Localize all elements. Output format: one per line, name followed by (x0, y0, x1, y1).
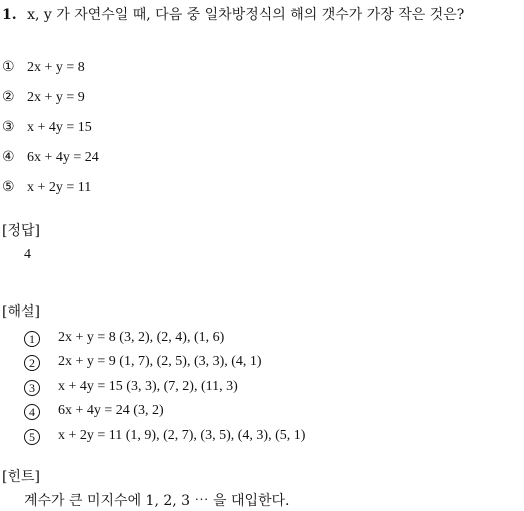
explanation-text: x + 2y = 11 (1, 9), (2, 7), (3, 5), (4, 3), (5, 1) (58, 428, 306, 443)
hint-text: 계수가 큰 미지수에 1, 2, 3 ⋯ 을 대입한다. (24, 493, 290, 509)
choice-equation: 2x + y = 9 (27, 90, 85, 105)
question-number: 1. (2, 7, 17, 23)
circled-number: 3 (24, 380, 40, 396)
explanation-label: [해설] (2, 304, 40, 320)
choice-marker: ③ (2, 119, 15, 135)
choice-marker: ④ (2, 149, 15, 165)
question-text: x, y 가 자연수일 때, 다음 중 일차방정식의 해의 갯수가 가장 작은 것은? (27, 7, 465, 23)
choice-equation: 6x + 4y = 24 (27, 150, 99, 165)
choice-equation: x + 4y = 15 (27, 120, 92, 135)
question (2, 6, 464, 24)
circled-number: 5 (24, 429, 40, 445)
circled-number: 2 (24, 355, 40, 371)
choice-2 (2, 88, 85, 107)
choice-4 (2, 148, 99, 167)
choice-marker: ① (2, 59, 15, 75)
circled-number: 4 (24, 404, 40, 420)
choice-marker: ② (2, 89, 15, 105)
answer-value: 4 (24, 247, 31, 262)
choice-5 (2, 178, 91, 197)
explanation-text: x + 4y = 15 (3, 3), (7, 2), (11, 3) (58, 379, 238, 394)
explanation-text: 6x + 4y = 24 (3, 2) (58, 403, 164, 418)
choice-equation: x + 2y = 11 (27, 180, 92, 195)
hint-label: [힌트] (2, 469, 40, 485)
circled-number: 1 (24, 331, 40, 347)
choice-3 (2, 118, 92, 137)
choice-equation: 2x + y = 8 (27, 60, 85, 75)
explanation-text: 2x + y = 9 (1, 7), (2, 5), (3, 3), (4, 1) (58, 354, 262, 369)
explanation-text: 2x + y = 8 (3, 2), (2, 4), (1, 6) (58, 330, 225, 345)
answer-label: [정답] (2, 223, 40, 239)
choice-1 (2, 58, 85, 77)
choice-marker: ⑤ (2, 179, 15, 195)
